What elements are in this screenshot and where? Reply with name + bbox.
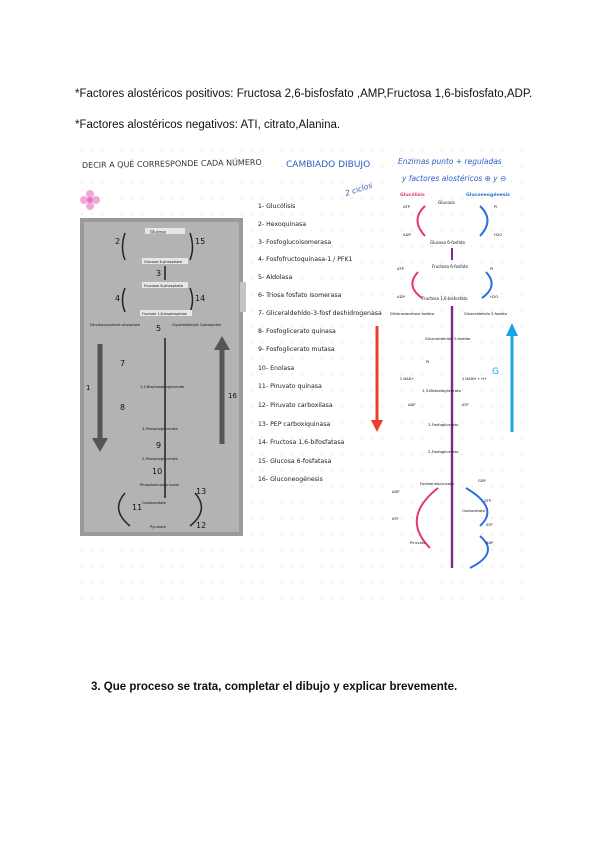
label-nadh: 2 NADH + H+ xyxy=(462,377,488,381)
label-atp-2: ATP xyxy=(397,266,404,271)
photo-num-12: 12 xyxy=(196,521,207,530)
label-oaa: Oxalacetato xyxy=(462,508,485,513)
photo-g6p: Glucose 6-phosphate xyxy=(144,260,183,264)
photo-f16bp: Fructose 1,6-bisphosphate xyxy=(142,312,187,316)
label-pyruvate: Piruvato xyxy=(410,540,426,545)
photo-num-14: 14 xyxy=(195,294,206,303)
enzyme-item: 11- Piruvato quinasa xyxy=(258,383,322,390)
photo-num-11: 11 xyxy=(132,503,143,512)
positive-allosteric-factors: *Factores alostéricos positivos: Fructosa 2,6-bisfosfato ,AMP,Fructosa 1,6-bisfosfato,ADP. xyxy=(75,88,533,100)
metabolism-figure xyxy=(70,148,532,600)
handwritten-note-3: 2 ciclos xyxy=(343,180,374,198)
label-gap: Gliceraldehído 3-fosfato xyxy=(464,312,508,316)
label-adp-4: ADP xyxy=(392,490,400,494)
enzyme-item: 5- Aldolasa xyxy=(258,274,293,281)
label-f16bp: Fructosa 1,6-bisfosfato xyxy=(422,296,468,301)
enzyme-item: 8- Fosfoglicerato quinasa xyxy=(258,328,336,335)
handwritten-note-4: y factores alostéricos ⊕ y ⊖ xyxy=(402,174,507,183)
photo-num-7: 7 xyxy=(120,359,126,368)
label-gtp: GTP xyxy=(484,499,492,503)
photo-num-5: 5 xyxy=(156,324,162,333)
photo-glucose: Glucose xyxy=(150,229,166,235)
photo-num-16: 16 xyxy=(228,392,237,400)
photo-num-4: 4 xyxy=(115,294,121,303)
enzyme-item: 16- Gluconeogénesis xyxy=(258,476,323,483)
photo-dhap: Dihydroxyacetone phosphate xyxy=(90,323,140,327)
label-atp-1: ATP xyxy=(403,204,410,209)
label-pg2: 2-Fosfoglicerato xyxy=(428,449,459,454)
photo-num-8: 8 xyxy=(120,403,126,412)
label-atp-4: ATP xyxy=(392,517,399,521)
label-pi-2: Pi xyxy=(490,266,494,271)
photo-num-10: 10 xyxy=(152,467,163,476)
photo-pg2: 2-Phosphoglycerate xyxy=(142,457,178,461)
enzyme-item: 2- Hexoquinasa xyxy=(258,221,307,228)
enzyme-item: 1- Glucólisis xyxy=(258,203,296,210)
label-h2o-2: H2O xyxy=(490,294,499,299)
textbook-photo xyxy=(80,218,243,536)
label-gluconeogenesis: Gluconeogénesis xyxy=(466,193,510,198)
photo-pg3: 3-Phosphoglycerate xyxy=(142,427,178,431)
label-adp-1: ADP xyxy=(403,232,411,237)
handwritten-note-2: Enzimas punto + reguladas xyxy=(398,157,502,166)
cyan-arrow-label: G xyxy=(492,367,499,377)
label-gdp: GDP xyxy=(478,479,486,483)
question-3: 3. Que proceso se trata, completar el dibujo y explicar brevemente. xyxy=(91,681,458,693)
label-bpg13: 1,3-Bisfosfoglicerato xyxy=(422,388,461,393)
enzyme-item: 9- Fosfoglicerato mutasa xyxy=(258,346,335,353)
photo-num-13: 13 xyxy=(196,487,207,496)
label-pg3: 3-Fosfoglicerato xyxy=(428,422,459,427)
photo-edge xyxy=(240,282,246,312)
label-gap-2: Gliceraldehído 3-fosfato xyxy=(425,336,471,341)
photo-num-9: 9 xyxy=(156,441,162,450)
label-glycolysis: Glucólisis xyxy=(400,193,425,198)
label-pi-3: Pi xyxy=(426,360,430,364)
handwritten-note-1: CAMBIADO DIBUJO xyxy=(286,160,371,170)
handwritten-title: DECIR A QUÉ CORRESPONDE CADA NÚMERO xyxy=(81,157,262,170)
label-adp-5: ADP xyxy=(486,541,494,545)
enzyme-item: 7- Gliceraldehído-3-fosf deshidrogenasa xyxy=(258,310,382,317)
photo-f6p: Fructose 6-phosphate xyxy=(144,284,183,288)
negative-allosteric-factors: *Factores alostéricos negativos: ATI, citrato,Alanina. xyxy=(75,119,341,131)
photo-gap: Glyceraldehyde 3-phosphate xyxy=(172,323,221,327)
label-f6p: Fructosa 6-fosfato xyxy=(432,264,469,269)
enzyme-item: 14- Fructosa 1,6-bifosfatasa xyxy=(258,439,345,446)
label-glucose: Glucosa xyxy=(438,200,455,205)
enzyme-item: 4- Fosfofructoquinasa-1 / PFK1 xyxy=(258,256,353,263)
enzyme-item: 13- PEP carboxiquinasa xyxy=(258,421,331,428)
label-pep: Fosfoenolpiruvato xyxy=(420,481,454,486)
photo-num-3: 3 xyxy=(156,269,162,278)
enzyme-item: 12- Piruvato carboxilasa xyxy=(258,402,333,409)
label-h2o-1: H2O xyxy=(494,232,503,237)
photo-num-15: 15 xyxy=(195,237,206,246)
photo-num-1: 1 xyxy=(86,384,91,392)
enzyme-item: 10- Enolasa xyxy=(258,365,295,372)
photo-pep: Phosphoenolpyruvate xyxy=(140,483,180,487)
label-atp-5: ATP xyxy=(486,523,493,527)
label-adp-2: ADP xyxy=(397,294,405,299)
enzyme-item: 6- Triosa fosfato isomerasa xyxy=(258,292,342,299)
label-atp-3: ATP xyxy=(462,403,469,407)
label-nad: 2 NAD+ xyxy=(400,377,415,381)
enzyme-item: 3- Fosfoglucoisomerasa xyxy=(258,239,332,246)
photo-oaa: Oxaloacetate xyxy=(142,501,166,505)
figure-svg xyxy=(70,148,532,600)
label-pi-1: Pi xyxy=(494,204,498,209)
label-g6p: Glucosa 6-fosfato xyxy=(430,240,466,245)
photo-pyruvate: Pyruvate xyxy=(150,525,166,529)
enzyme-item: 15- Glucosa 6-fosfatasa xyxy=(258,458,332,465)
photo-bpg13: 1,3-Bisphosphoglycerate xyxy=(140,385,185,389)
photo-num-2: 2 xyxy=(115,237,121,246)
label-adp-3: ADP xyxy=(408,403,416,407)
label-dhap: Dihidroxiacetona fosfato xyxy=(390,312,434,316)
